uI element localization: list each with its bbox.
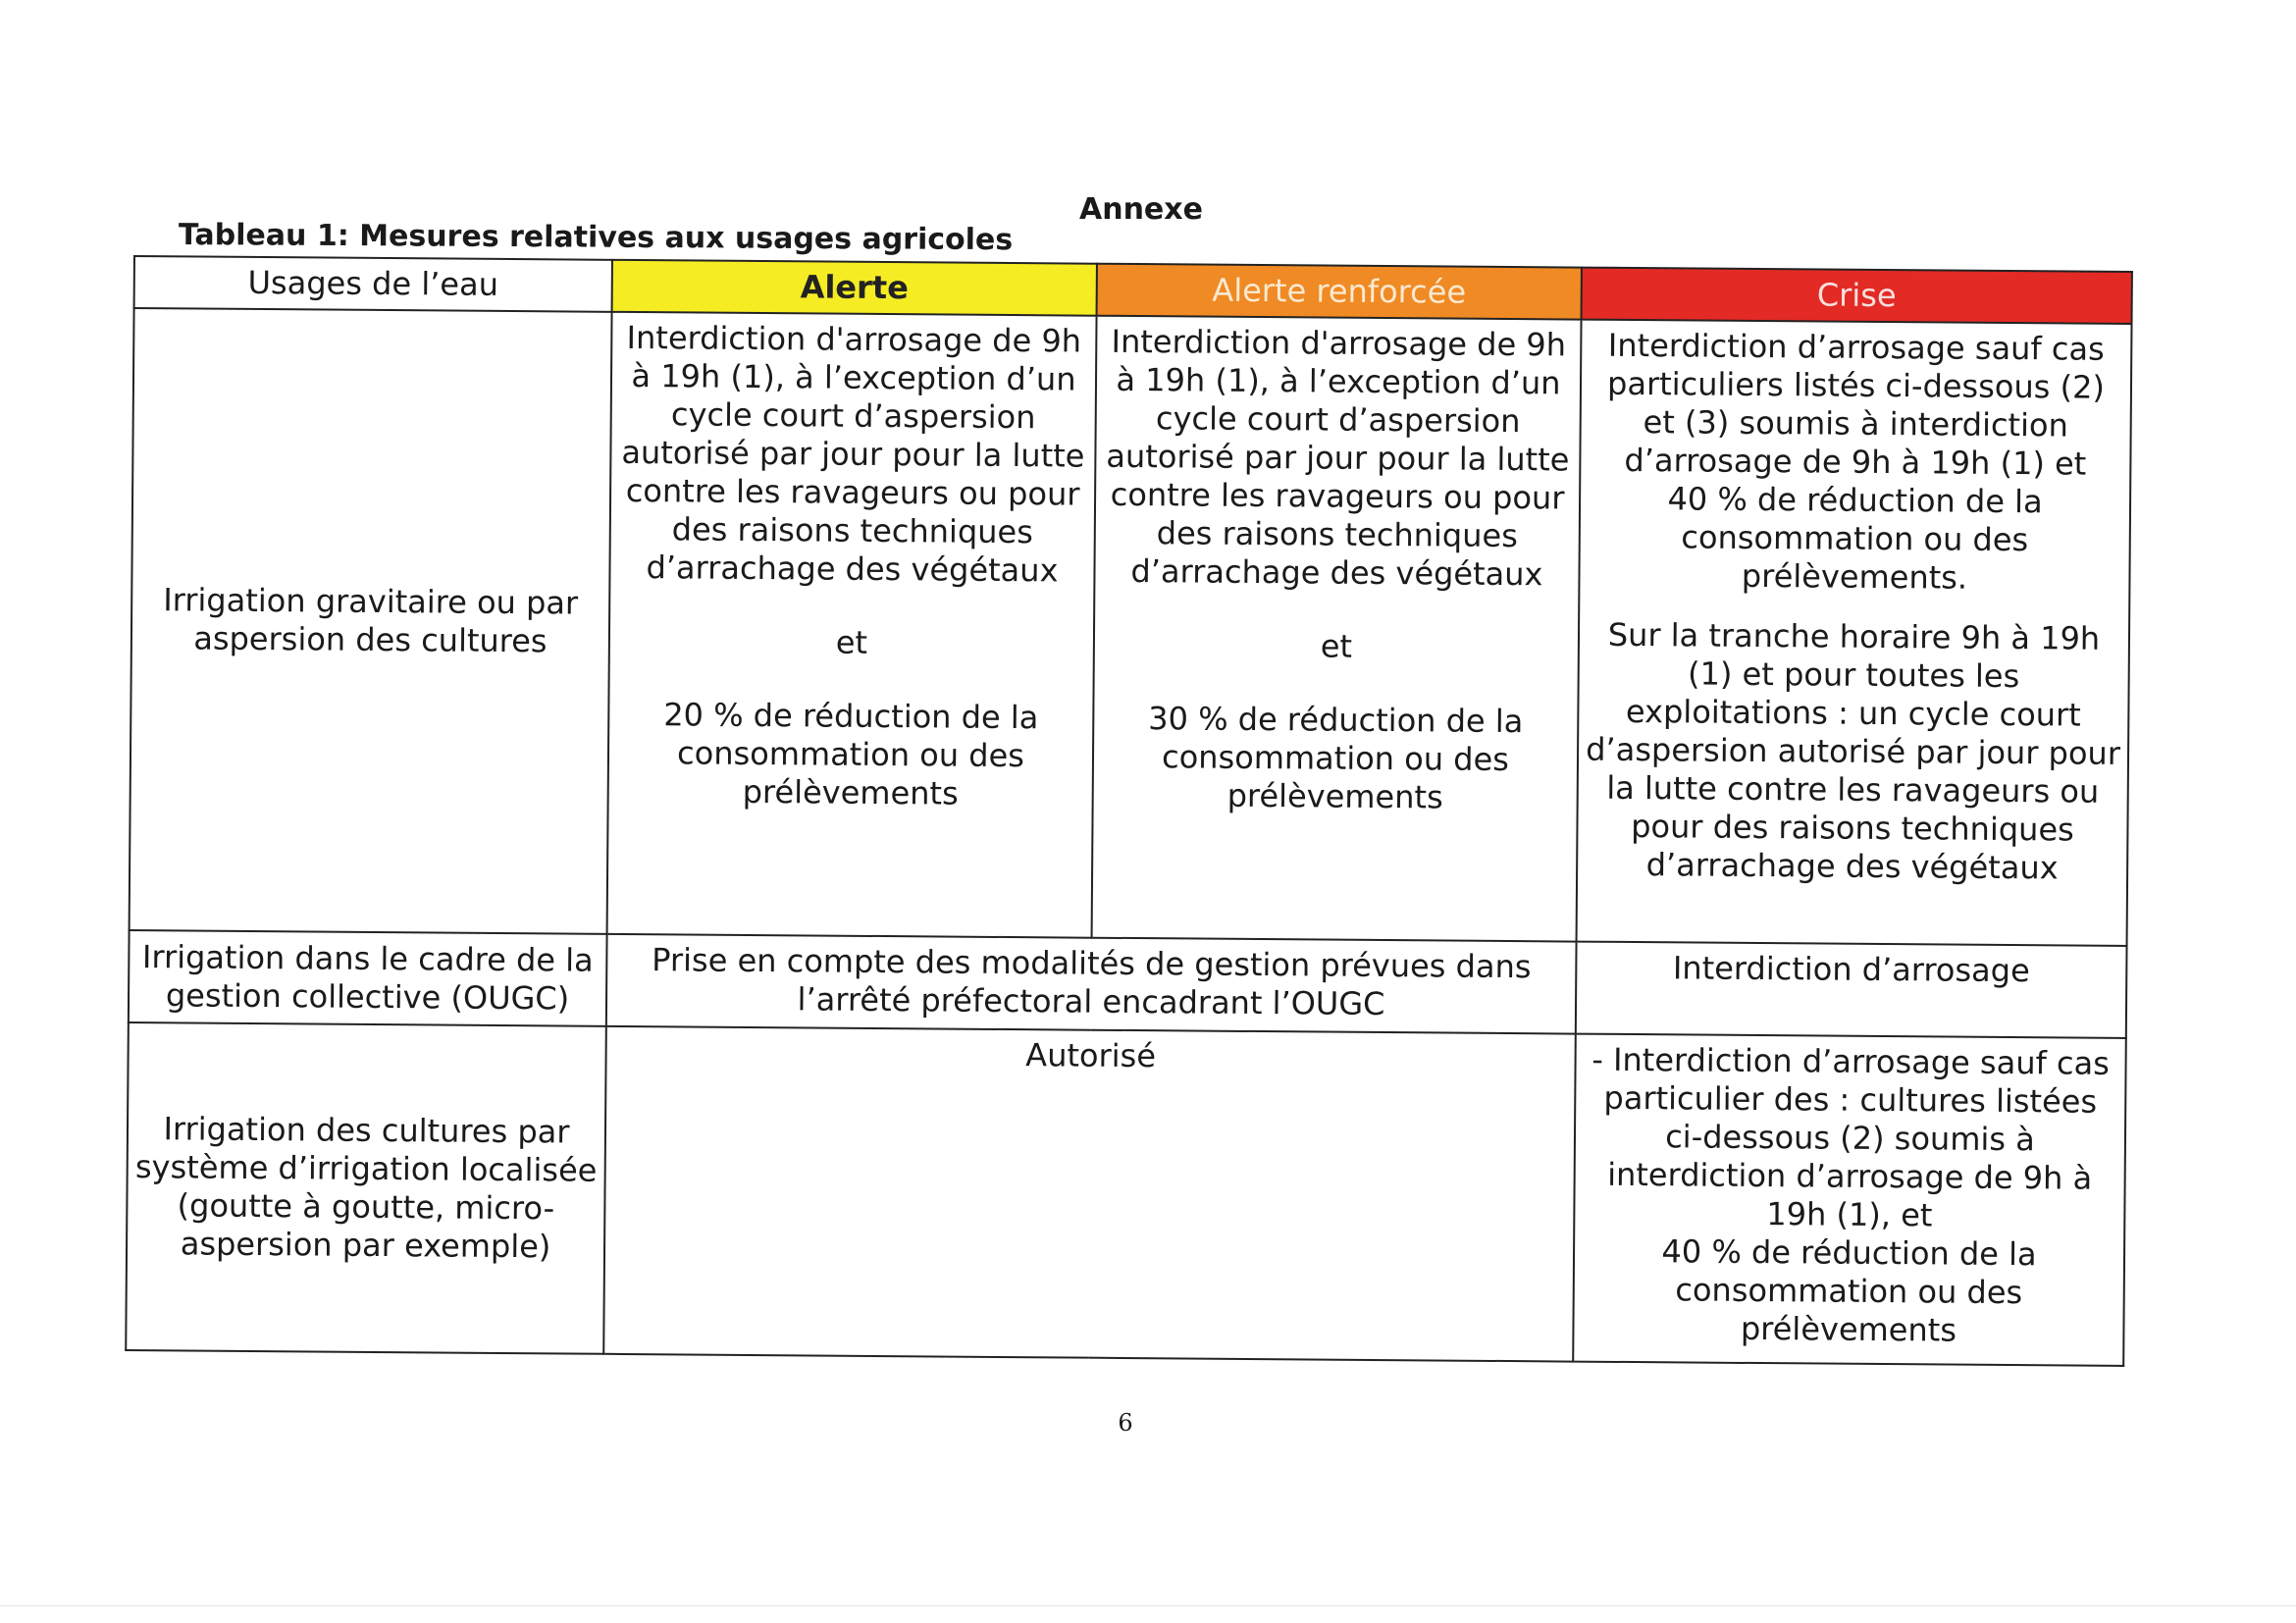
measure-text: Autorisé — [1025, 1036, 1157, 1075]
page-number: 6 — [1118, 1409, 1133, 1437]
row-usage-cell — [129, 930, 607, 1026]
reduction-text: 40 % de réduction de la consommation ou des prélèvements. — [1667, 480, 2043, 597]
measure-text: Interdiction d'arrosage de 9h à 19h (1), à l’exception d’un cycle court d’aspersion autorisé par jour pour la lutte contre les ravageurs ou pour des raisons techniques d’arrachage des végétaux — [621, 318, 1085, 590]
table-row — [126, 1022, 2126, 1366]
conjunction-text: et — [1320, 627, 1353, 665]
alerte-renforcee-cell — [1092, 316, 1582, 942]
header-crise: Crise — [1582, 268, 2132, 324]
reduction-text: 40 % de réduction de la consommation ou des prélèvements — [1661, 1232, 2037, 1349]
row-usage-cell — [126, 1022, 606, 1354]
measures-table — [125, 255, 2133, 1367]
usage-label: Irrigation des cultures par système d’irrigation localisée (goutte à goutte, micro-aspersion par exemple) — [134, 1110, 598, 1266]
reduction-text: 20 % de réduction de la consommation ou des prélèvements — [663, 696, 1039, 812]
measure-text: Interdiction d’arrosage sauf cas particuliers listés ci-dessous (2) et (3) soumis à interdiction d’arrosage de 9h à 19h (1) et — [1606, 326, 2106, 483]
header-alerte-renforcee: Alerte renforcée — [1097, 264, 1582, 320]
crise-cell — [1577, 320, 2132, 946]
usage-label: Irrigation gravitaire ou par aspersion des cultures — [163, 581, 579, 660]
crise-cell — [1573, 1034, 2126, 1366]
measure-text: Interdiction d'arrosage de 9h à 19h (1), à l’exception d’un cycle court d’aspersion autorisé par jour pour la lutte contre les ravageurs ou pour des raisons techniques d’arrachage des végétaux — [1106, 322, 1570, 594]
alerte-merged-cell — [603, 1026, 1576, 1362]
annex-title: Annexe — [1079, 192, 1203, 227]
measure-text: - Interdiction d’arrosage sauf cas particulier des : cultures listées ci-dessous (2) soumis à interdiction d’arrosage de 9h à 19h (1), et — [1592, 1040, 2111, 1234]
table-caption: Tableau 1: Mesures relatives aux usages agricoles — [178, 218, 1014, 258]
page-edge — [0, 1605, 2296, 1606]
alerte-merged-cell — [606, 934, 1577, 1034]
header-usage: Usages de l’eau — [134, 256, 612, 312]
measure-text: Prise en compte des modalités de gestion prévues dans l’arrêté préfectoral encadrant l’OUGC — [652, 941, 1532, 1023]
usage-label: Irrigation dans le cadre de la gestion collective (OUGC) — [141, 938, 594, 1018]
time-slot-text: Sur la tranche horaire 9h à 19h (1) et pour toutes les exploitations : un cycle court d’aspersion autorisé par jour pour la lutte contre les ravageurs ou pour des raisons techniques d’arrachage des végétaux — [1586, 615, 2121, 887]
measure-text: Interdiction d’arrosage — [1672, 949, 2030, 990]
table-row — [130, 308, 2132, 946]
measures-table-wrapper — [125, 255, 2131, 1367]
row-usage-cell — [130, 308, 612, 934]
table-row — [129, 930, 2127, 1038]
conjunction-text: et — [835, 623, 868, 661]
reduction-text: 30 % de réduction de la consommation ou des prélèvements — [1148, 700, 1524, 816]
header-alerte: Alerte — [612, 260, 1097, 316]
crise-cell — [1576, 942, 2127, 1038]
alerte-cell — [607, 312, 1097, 938]
